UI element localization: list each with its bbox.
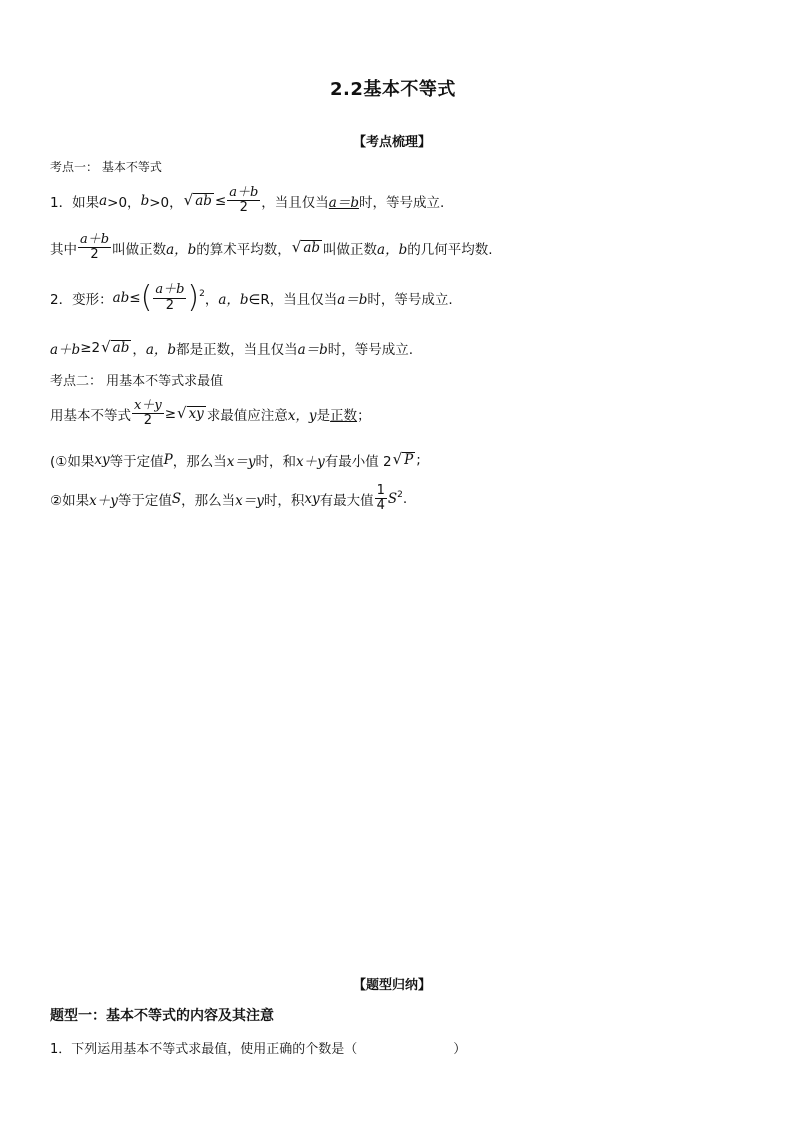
- var-xy: xy: [94, 452, 110, 468]
- text: 是: [316, 407, 331, 424]
- text: >0，: [149, 194, 183, 211]
- text: 其中: [50, 241, 77, 258]
- text: 时，等号成立.: [358, 194, 445, 211]
- fraction-quarter: [375, 484, 387, 514]
- condition: a＝b: [337, 292, 368, 308]
- formula-line-7: [50, 484, 407, 514]
- key-point-2-label: 考点二： 用基本不等式求最值: [50, 374, 224, 389]
- text: ，: [132, 342, 146, 358]
- text: 2．变形：: [50, 292, 113, 308]
- sqrt-ab: √ ab: [101, 337, 130, 356]
- text: ;: [416, 452, 421, 468]
- question-text: ）: [453, 1042, 467, 1057]
- sqrt-arg: ab: [195, 192, 212, 209]
- section-heading-question-types: 【题型归纳】: [353, 978, 432, 993]
- sqrt-xy: √ xy: [177, 403, 204, 422]
- denominator: 2: [239, 200, 248, 216]
- numerator: a＋b: [229, 185, 259, 200]
- sqrt-arg: ab: [112, 339, 130, 356]
- text: ≥: [164, 405, 176, 422]
- denominator: 4: [376, 498, 385, 514]
- text: 时，积: [263, 492, 305, 509]
- text: 求最值应注意: [206, 407, 288, 424]
- text: 叫做正数: [112, 241, 167, 258]
- formula-line-3: [50, 280, 453, 315]
- text: 都是正数，当且仅当: [176, 342, 298, 358]
- section-heading-key-points: 【考点梳理】: [353, 135, 432, 150]
- text: ，: [204, 292, 219, 308]
- formula-line-6: [50, 450, 421, 470]
- sqrt-arg: ab: [303, 239, 321, 256]
- formula-line-1: [50, 186, 444, 216]
- numerator: a＋b: [155, 282, 185, 298]
- sum: x＋y: [295, 454, 325, 470]
- fraction-mean: [153, 283, 186, 313]
- text: >0，: [107, 194, 141, 211]
- text: .: [402, 490, 408, 507]
- question-type-1-heading: 题型一：基本不等式的内容及其注意: [50, 1008, 274, 1024]
- text: ∈R，当且仅当: [248, 292, 338, 308]
- denominator: 2: [143, 413, 152, 429]
- exponent: 2: [199, 289, 205, 299]
- var-ab: ab: [112, 290, 130, 306]
- numerator: 1: [376, 483, 385, 498]
- sqrt-arg: P: [404, 451, 414, 468]
- vars: x，y: [287, 407, 317, 424]
- text: 用基本不等式: [50, 407, 131, 424]
- text: 的算术平均数，: [196, 241, 291, 258]
- condition: a＝b: [328, 194, 359, 211]
- sqrt-ab: √ ab: [291, 237, 321, 256]
- formula-line-5: [50, 399, 371, 429]
- numerator: x＋y: [134, 398, 162, 413]
- text: 时，等号成立.: [327, 342, 414, 358]
- text: 有最小值 2: [324, 454, 392, 470]
- formula-line-4: [50, 338, 413, 358]
- text: ≤: [129, 290, 141, 306]
- condition: x＝y: [226, 454, 256, 470]
- text: 时，等号成立.: [367, 292, 453, 308]
- text: ；: [357, 407, 371, 424]
- exponent: 2: [397, 490, 403, 500]
- vars: a，b: [218, 292, 249, 308]
- var-S: S: [171, 490, 182, 507]
- left-paren: (: [140, 280, 153, 315]
- underlined-term: 正数: [330, 407, 358, 424]
- fraction-mean: [78, 233, 111, 263]
- sqrt-ab: √ ab: [183, 190, 212, 209]
- text: ，当且仅当: [261, 194, 329, 211]
- question-1: [50, 1038, 466, 1057]
- formula-line-2: [50, 233, 493, 263]
- question-text: 1．下列运用基本不等式求最值，使用正确的个数是（: [50, 1042, 358, 1057]
- vars: a，b: [377, 241, 408, 258]
- text: ≥2: [80, 340, 101, 356]
- text: 1．如果: [50, 194, 100, 211]
- sqrt-arg: xy: [188, 405, 204, 422]
- var-b: b: [140, 192, 150, 209]
- text: 有最大值: [319, 492, 374, 509]
- key-point-1-label: 考点一： 基本不等式: [50, 160, 162, 174]
- var-P: P: [163, 452, 173, 468]
- text: ，那么当: [181, 492, 236, 509]
- var-S: S: [387, 490, 398, 507]
- var-a: a: [99, 192, 108, 209]
- text: 等于定值: [117, 492, 172, 509]
- text: (①如果: [50, 454, 95, 470]
- vars: a，b: [166, 241, 197, 258]
- text: 叫做正数: [323, 241, 378, 258]
- text: 等于定值: [109, 454, 164, 470]
- condition: x＝y: [235, 492, 264, 509]
- text: ②如果: [50, 492, 90, 509]
- fraction-mean: [227, 186, 260, 216]
- text: 时，和: [255, 454, 296, 470]
- var-xy: xy: [304, 490, 320, 507]
- numerator: a＋b: [80, 232, 110, 247]
- denominator: 2: [90, 247, 99, 263]
- vars: a，b: [145, 342, 177, 358]
- page-title: 2.2基本不等式: [330, 79, 456, 100]
- right-paren: ): [187, 280, 200, 315]
- denominator: 2: [165, 297, 174, 313]
- fraction-mean-xy: [132, 399, 164, 429]
- sum: x＋y: [89, 492, 118, 509]
- text: 的几何平均数.: [407, 241, 493, 258]
- text: ，那么当: [172, 454, 227, 470]
- condition: a＝b: [297, 342, 328, 358]
- expr: a＋b: [50, 342, 81, 358]
- sqrt-P: √ P: [392, 449, 414, 468]
- text: ≤: [214, 192, 227, 209]
